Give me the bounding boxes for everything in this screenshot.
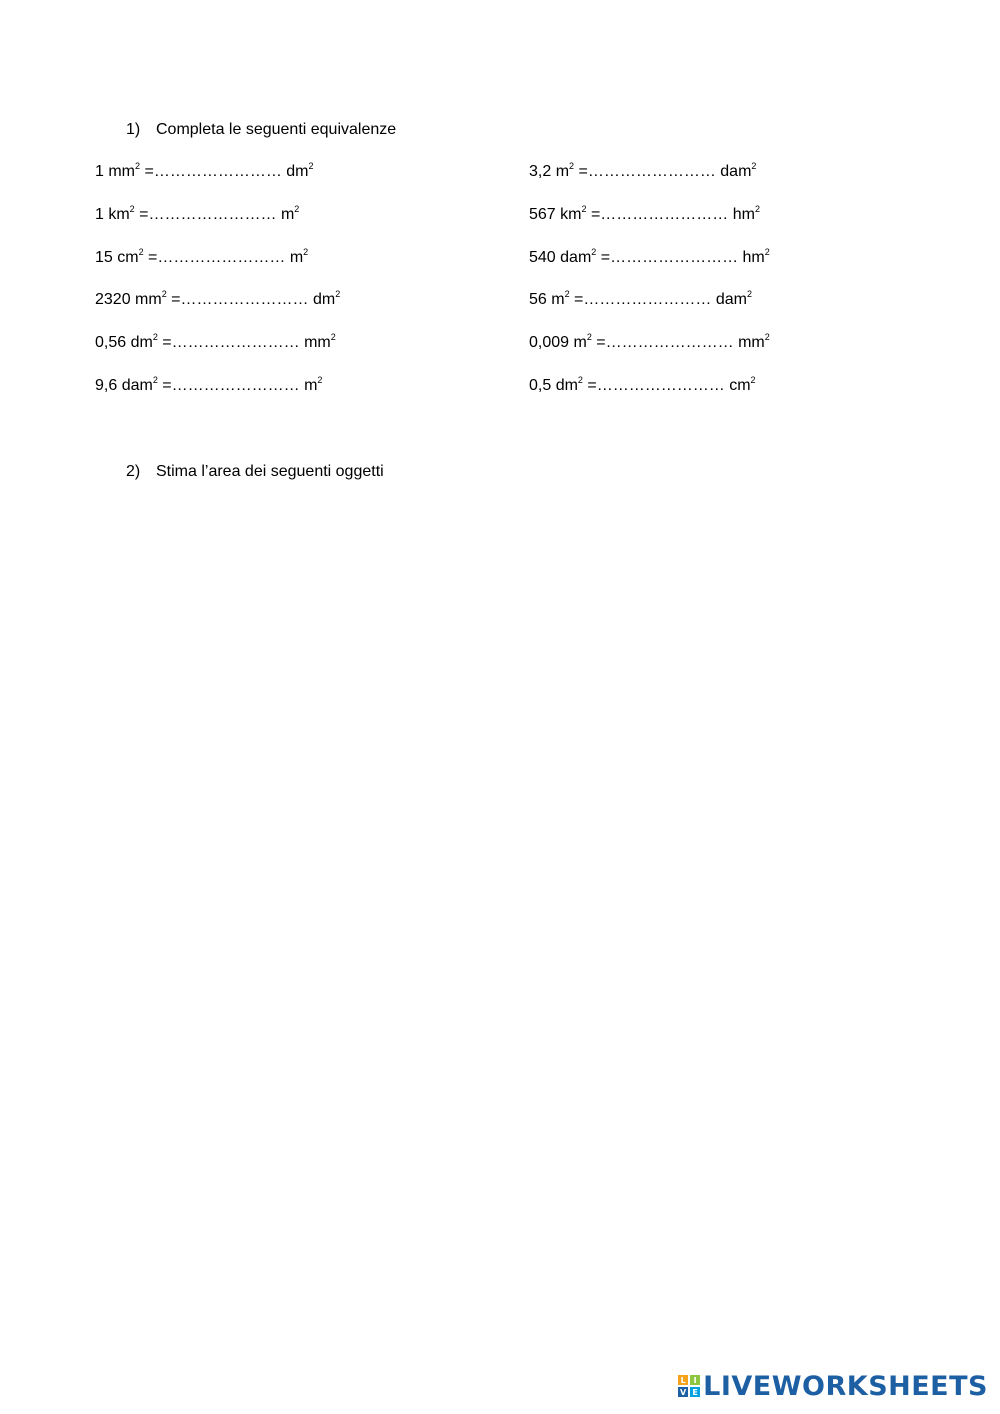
exponent: 2 <box>577 375 583 385</box>
answer-blank[interactable]: …………………… <box>148 206 277 223</box>
exponent: 2 <box>764 332 770 342</box>
answer-blank[interactable]: …………………… <box>180 291 309 308</box>
question-1-text: Completa le seguenti equivalenze <box>156 121 397 138</box>
source-value: 15 cm <box>95 249 139 266</box>
target-unit: m <box>289 249 304 266</box>
answer-blank[interactable]: …………………… <box>605 334 734 351</box>
source-value: 0,5 dm <box>529 377 578 394</box>
logo-letter: E <box>690 1387 700 1397</box>
equals-sign: = <box>590 206 601 223</box>
target-unit: cm <box>729 377 751 394</box>
exponent: 2 <box>308 161 314 171</box>
equivalence-right-3 <box>529 248 770 268</box>
question-2-number: 2) <box>126 463 141 480</box>
source-value: 540 dam <box>529 249 592 266</box>
equivalence-right-1 <box>529 162 756 182</box>
logo-letter: I <box>690 1375 700 1385</box>
target-unit: m <box>280 206 295 223</box>
equivalence-left-5 <box>95 333 336 353</box>
answer-blank[interactable]: …………………… <box>171 377 300 394</box>
equals-sign: = <box>144 163 154 180</box>
answer-blank[interactable]: …………………… <box>596 377 725 394</box>
exponent: 2 <box>135 161 141 171</box>
answer-blank[interactable]: …………………… <box>610 249 739 266</box>
target-unit: dm <box>312 291 336 308</box>
source-value: 56 m <box>529 291 565 308</box>
equals-sign: = <box>587 377 597 394</box>
answer-blank[interactable]: …………………… <box>587 163 716 180</box>
equals-sign: = <box>162 377 172 394</box>
exponent: 2 <box>303 247 309 257</box>
question-2-text: Stima l’area dei seguenti oggetti <box>156 463 384 480</box>
equivalence-left-6 <box>95 376 322 396</box>
question-1-number: 1) <box>126 121 141 138</box>
exponent: 2 <box>564 289 570 299</box>
exponent: 2 <box>764 247 770 257</box>
exponent: 2 <box>754 204 760 214</box>
exponent: 2 <box>294 204 300 214</box>
equals-sign: = <box>139 206 149 223</box>
source-value: 2320 mm <box>95 291 162 308</box>
exponent: 2 <box>129 204 135 214</box>
equivalence-left-1 <box>95 162 314 182</box>
exponent: 2 <box>569 161 575 171</box>
logo-letter: L <box>678 1375 688 1385</box>
target-unit: mm <box>304 334 331 351</box>
target-unit: hm <box>732 206 755 223</box>
question-2 <box>126 463 384 481</box>
liveworksheets-logo <box>678 1370 988 1402</box>
exponent: 2 <box>152 375 158 385</box>
exponent: 2 <box>586 332 592 342</box>
equivalence-right-5 <box>529 333 770 353</box>
equivalence-right-4 <box>529 290 752 310</box>
equivalence-left-4 <box>95 290 340 310</box>
source-value: 1 km <box>95 206 130 223</box>
exponent: 2 <box>751 161 757 171</box>
source-value: 1 mm <box>95 163 135 180</box>
exponent: 2 <box>591 247 597 257</box>
logo-text: LIVEWORKSHEETS <box>703 1370 988 1402</box>
equals-sign: = <box>578 163 588 180</box>
target-unit: hm <box>742 249 765 266</box>
question-1 <box>126 121 396 139</box>
answer-blank[interactable]: …………………… <box>600 206 729 223</box>
exponent: 2 <box>138 247 144 257</box>
target-unit: dam <box>715 291 747 308</box>
equivalence-left-2 <box>95 205 299 225</box>
equivalence-right-2 <box>529 205 760 225</box>
answer-blank[interactable]: …………………… <box>583 291 712 308</box>
source-value: 3,2 m <box>529 163 570 180</box>
answer-blank[interactable]: …………………… <box>153 163 282 180</box>
exponent: 2 <box>161 289 167 299</box>
exponent: 2 <box>581 204 587 214</box>
exponent: 2 <box>152 332 158 342</box>
logo-mark-icon <box>678 1375 700 1397</box>
equals-sign: = <box>600 249 611 266</box>
source-value: 9,6 dam <box>95 377 153 394</box>
exponent: 2 <box>750 375 756 385</box>
equivalence-right-6 <box>529 376 756 396</box>
source-value: 0,009 m <box>529 334 587 351</box>
target-unit: m <box>304 377 318 394</box>
equals-sign: = <box>596 334 606 351</box>
target-unit: mm <box>738 334 765 351</box>
equals-sign: = <box>171 291 181 308</box>
equivalence-left-3 <box>95 248 308 268</box>
source-value: 0,56 dm <box>95 334 153 351</box>
exponent: 2 <box>317 375 323 385</box>
equals-sign: = <box>574 291 584 308</box>
exponent: 2 <box>335 289 341 299</box>
exponent: 2 <box>746 289 752 299</box>
exponent: 2 <box>330 332 336 342</box>
logo-letter: V <box>680 1387 687 1397</box>
answer-blank[interactable]: …………………… <box>157 249 286 266</box>
target-unit: dm <box>286 163 309 180</box>
equals-sign: = <box>148 249 158 266</box>
target-unit: dam <box>720 163 752 180</box>
source-value: 567 km <box>529 206 582 223</box>
answer-blank[interactable]: …………………… <box>171 334 300 351</box>
equals-sign: = <box>162 334 172 351</box>
